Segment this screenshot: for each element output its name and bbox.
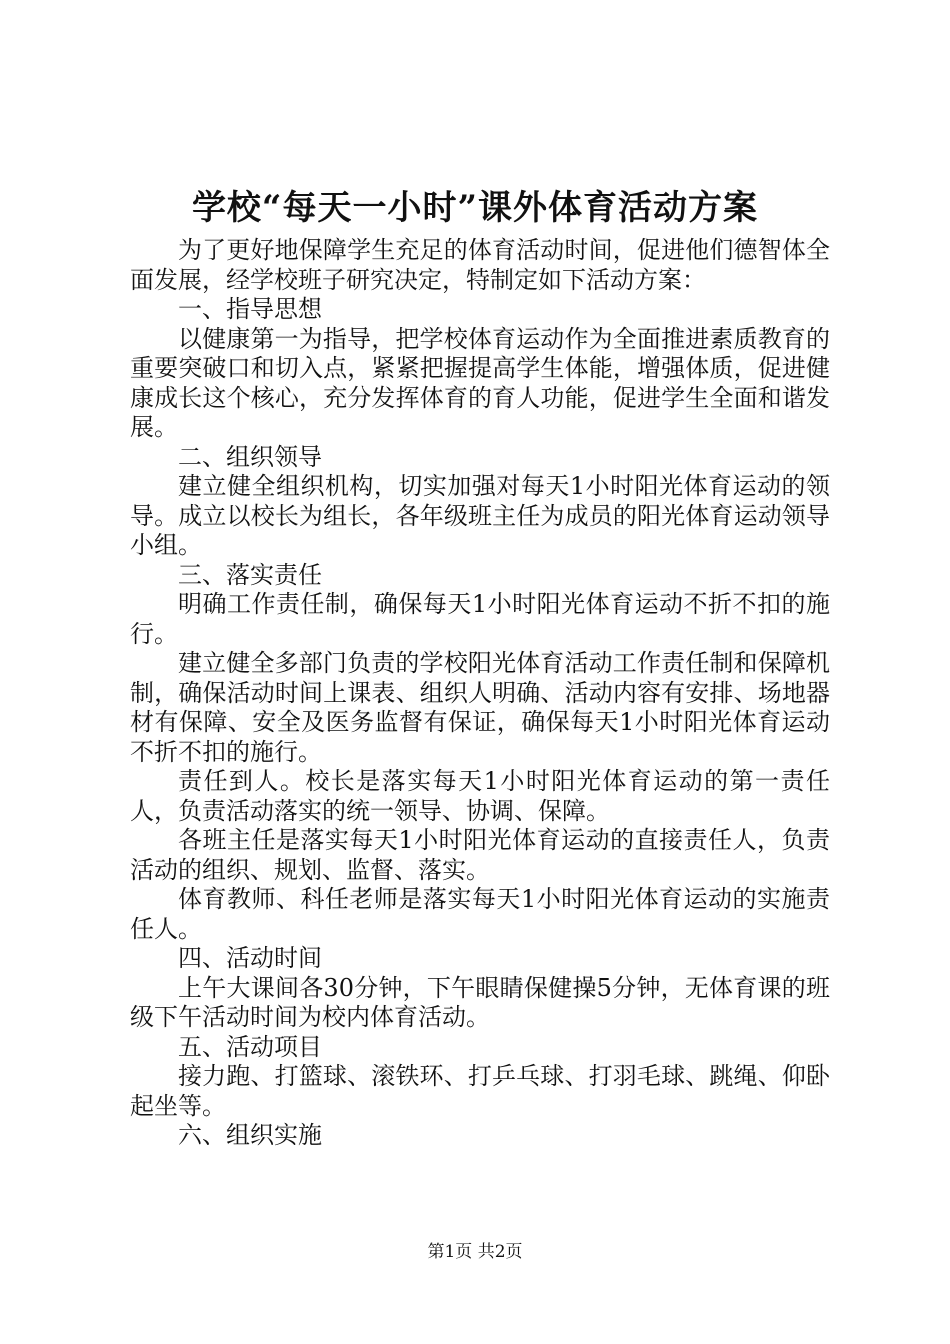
document-body	[130, 236, 830, 1151]
intro-paragraph: 为了更好地保障学生充足的体育活动时间，促进他们德智体全面发展，经学校班子研究决定，特制定如下活动方案：	[130, 236, 830, 294]
section-heading-activity-items: 五、活动项目	[178, 1032, 322, 1061]
paragraph: 明确工作责任制，确保每天1小时阳光体育运动不折不扣的施行。	[130, 590, 830, 648]
section-heading-responsibility: 三、落实责任	[178, 560, 322, 589]
paragraph: 接力跑、打篮球、滚铁环、打乒乓球、打羽毛球、跳绳、仰卧起坐等。	[130, 1062, 830, 1120]
paragraph: 上午大课间各30分钟，下午眼睛保健操5分钟，无体育课的班级下午活动时间为校内体育活动。	[130, 973, 830, 1031]
paragraph: 以健康第一为指导，把学校体育运动作为全面推进素质教育的重要突破口和切入点，紧紧把握提高学生体能，增强体质，促进健康成长这个核心，充分发挥体育的育人功能，促进学生全面和谐发展。	[130, 324, 830, 441]
paragraph: 体育教师、科任老师是落实每天1小时阳光体育运动的实施责任人。	[130, 885, 830, 943]
paragraph: 建立健全多部门负责的学校阳光体育活动工作责任制和保障机制，确保活动时间上课表、组织人明确、活动内容有安排、场地器材有保障、安全及医务监督有保证，确保每天1小时阳光体育运动不折不扣的施行。	[130, 649, 830, 766]
paragraph: 建立健全组织机构，切实加强对每天1小时阳光体育运动的领导。成立以校长为组长，各年级班主任为成员的阳光体育运动领导小组。	[130, 472, 830, 559]
section-heading-implementation: 六、组织实施	[178, 1121, 322, 1149]
page-number: 第1页 共2页	[427, 1242, 523, 1262]
paragraph: 责任到人。校长是落实每天1小时阳光体育运动的第一责任人，负责活动落实的统一领导、协调、保障。	[130, 767, 830, 825]
section-heading-organization: 二、组织领导	[178, 442, 322, 471]
paragraph: 各班主任是落实每天1小时阳光体育运动的直接责任人，负责活动的组织、规划、监督、落实。	[130, 826, 830, 884]
section-heading-guiding-ideology: 一、指导思想	[178, 295, 322, 323]
section-heading-activity-time: 四、活动时间	[178, 944, 322, 972]
document-title: 学校“每天一小时”课外体育活动方案	[191, 188, 759, 228]
